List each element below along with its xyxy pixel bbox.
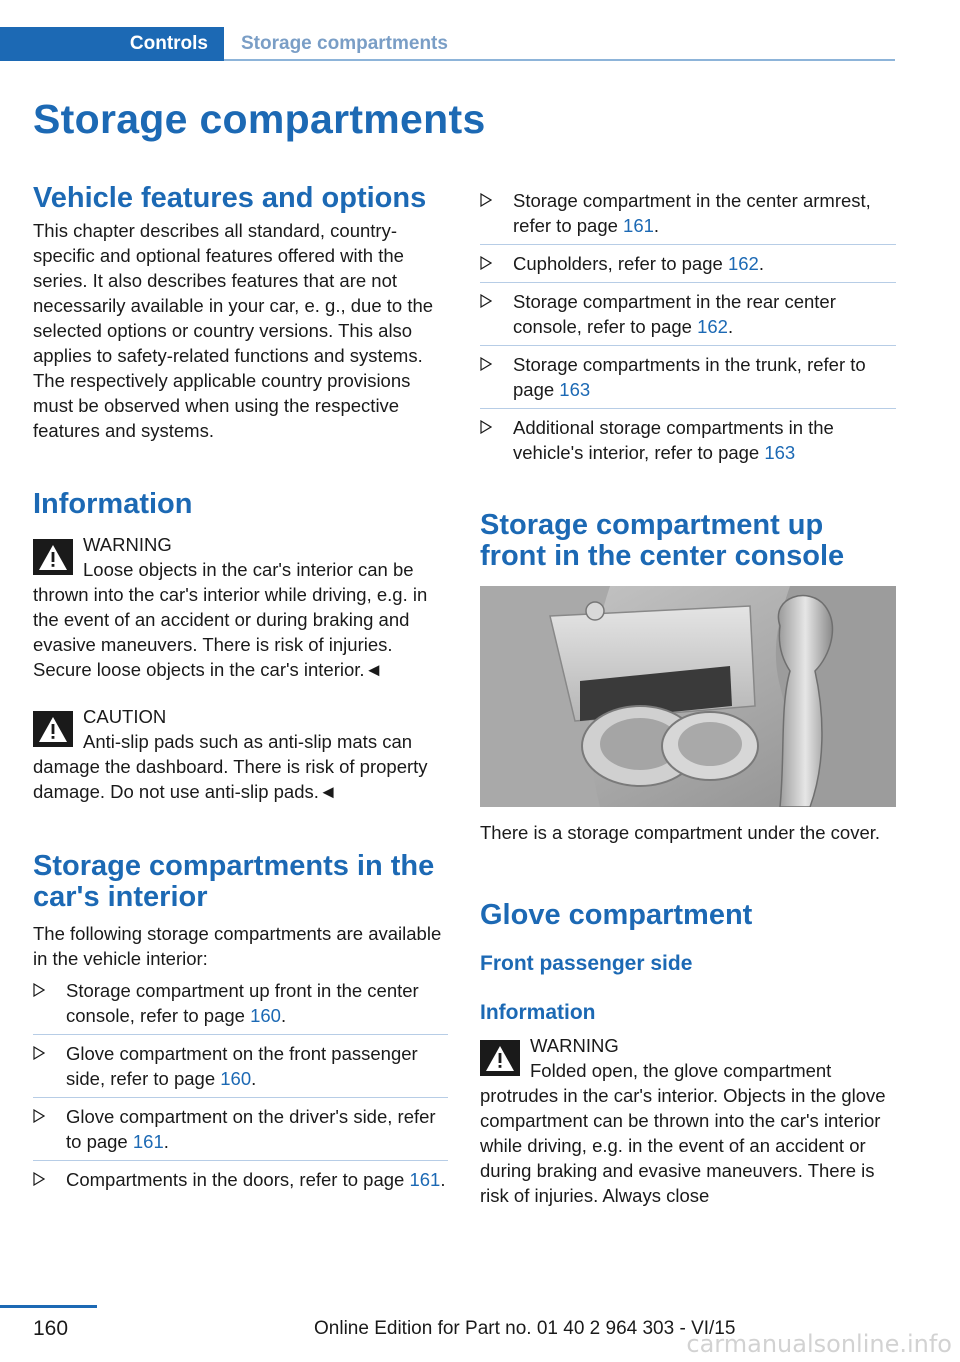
- page-link[interactable]: 161: [409, 1169, 441, 1190]
- caution-block: [33, 704, 448, 804]
- page-link[interactable]: 161: [623, 215, 654, 236]
- list-item-end: .: [653, 215, 660, 236]
- glove-subheading: Front passenger side: [480, 952, 693, 975]
- bullet-triangle-icon: [480, 357, 492, 371]
- caution-text-line1: Anti-slip pads such as anti-slip mats can: [83, 731, 413, 752]
- glove-warning-title: WARNING: [530, 1035, 619, 1056]
- console-text: There is a storage compartment under the cover.: [480, 822, 881, 843]
- list-item-text: Storage compartments in the trunk, refer to page: [513, 354, 866, 400]
- page-link[interactable]: 161: [132, 1131, 164, 1152]
- list-item: [480, 352, 896, 409]
- list-item-text: Storage compartment in the rear center console, refer to page: [513, 291, 836, 337]
- information-heading: Information: [33, 488, 193, 520]
- list-item-text: Glove compartment on the front passenger side, refer to page: [66, 1043, 418, 1089]
- right-column: [480, 183, 896, 1208]
- list-item-end: .: [163, 1131, 169, 1152]
- page-number: 160: [33, 1317, 69, 1340]
- console-heading: Storage compartment up front in the center console: [480, 509, 845, 572]
- left-column: [33, 183, 448, 1204]
- warning-text: thrown into the car's interior while driving, e.g. in the event of an accident or during braking and evasive maneuvers. There is risk of injuries. Secure loose objects in the car's interior.◄: [33, 584, 428, 680]
- glove-warning-block: [480, 1033, 896, 1208]
- glove-warning-line1: Folded open, the glove compartment: [530, 1060, 832, 1081]
- section-tab[interactable]: Controls: [0, 27, 224, 61]
- edition-text: Online Edition for Part no. 01 40 2 964 303 - VI/15: [314, 1318, 736, 1339]
- bullet-triangle-icon: [33, 1046, 45, 1060]
- interior-list-continued: [480, 188, 896, 471]
- page-link[interactable]: 162: [727, 253, 759, 274]
- list-item-text: Compartments in the doors, refer to page: [66, 1169, 405, 1190]
- header-rule: [224, 59, 895, 61]
- list-item-end: .: [280, 1005, 287, 1026]
- interior-list: [33, 978, 448, 1198]
- list-item-end: .: [251, 1068, 257, 1089]
- vehicle-features-heading: Vehicle features and options: [33, 182, 427, 214]
- glove-info-heading: Information: [480, 1001, 596, 1024]
- page-link[interactable]: 163: [559, 379, 591, 400]
- vehicle-features-text: This chapter describes all standard, country-specific and optional features offered with the series. It also describes features that are not necessarily available in your car, e. g., due to the selected options or country versions. This also applies to safety-related functions and systems. The respectively applicable country provisions must be observed when using the respective features and systems.: [33, 220, 434, 441]
- caution-text: damage the dashboard. There is risk of property damage. Do not use anti-slip pads.◄: [33, 756, 428, 802]
- bullet-triangle-icon: [33, 1172, 45, 1186]
- page-link[interactable]: 160: [220, 1068, 252, 1089]
- list-item-end: .: [440, 1169, 446, 1190]
- warning-block: [33, 532, 448, 682]
- caution-triangle-icon: [33, 711, 73, 747]
- bullet-triangle-icon: [480, 294, 492, 308]
- list-item-end: .: [758, 253, 764, 274]
- list-item: [33, 978, 448, 1035]
- bullet-triangle-icon: [480, 420, 492, 434]
- chapter-tab[interactable]: Storage compartments: [241, 33, 448, 54]
- page-link[interactable]: 162: [697, 316, 728, 337]
- interior-intro: The following storage compartments are available in the vehicle interior:: [33, 923, 442, 969]
- warning-triangle-icon: [480, 1040, 520, 1076]
- list-item: [480, 188, 896, 245]
- list-item-text: Storage compartment up front in the center console, refer to page: [66, 980, 419, 1026]
- warning-title: WARNING: [83, 534, 172, 555]
- bullet-triangle-icon: [33, 1109, 45, 1123]
- list-item-text: Storage compartment in the center armrest, refer to page: [513, 190, 871, 236]
- list-item: [480, 415, 896, 471]
- list-item: [33, 1167, 448, 1198]
- list-item: [33, 1104, 448, 1161]
- bullet-triangle-icon: [480, 193, 492, 207]
- caution-title: CAUTION: [83, 706, 167, 727]
- list-item: [33, 1041, 448, 1098]
- glove-warning-text: protrudes in the car's interior. Objects in the glove compartment can be thrown into the car's interior while driving, e.g. in the event of an accident or during braking and evasive maneuvers. There is risk of injuries. Always close: [480, 1085, 886, 1206]
- page-link[interactable]: 160: [250, 1005, 281, 1026]
- list-item: [480, 289, 896, 346]
- center-console-photo: [480, 586, 896, 807]
- page-header: [0, 27, 895, 61]
- glove-heading: Glove compartment: [480, 899, 753, 931]
- bullet-triangle-icon: [33, 983, 45, 997]
- list-item-text: Glove compartment on the driver's side, refer to page: [66, 1106, 436, 1152]
- page-title: Storage compartments: [33, 96, 486, 142]
- interior-heading: Storage compartments in the car's interior: [33, 850, 435, 913]
- bullet-triangle-icon: [480, 256, 492, 270]
- list-item-end: .: [727, 316, 734, 337]
- warning-triangle-icon: [33, 539, 73, 575]
- watermark: carmanualsonline.info: [686, 1330, 952, 1358]
- warning-text-line1: Loose objects in the car's interior can be: [83, 559, 414, 580]
- page-link[interactable]: 163: [764, 442, 796, 463]
- list-item-text: Additional storage compartments in the vehicle's interior, refer to page: [513, 417, 834, 463]
- footer-rule: [0, 1305, 97, 1308]
- list-item-text: Cupholders, refer to page: [513, 253, 723, 274]
- list-item: [480, 251, 896, 283]
